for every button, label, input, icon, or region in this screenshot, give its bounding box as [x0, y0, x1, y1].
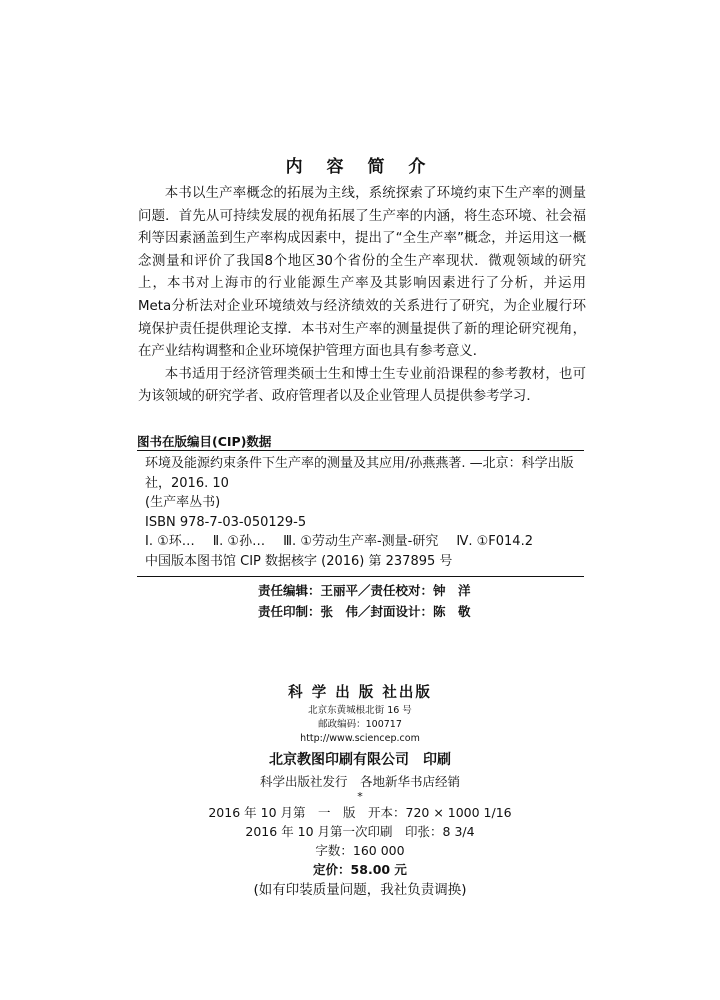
price: 定价：58.00 元 [313, 862, 407, 877]
cip-class-3: Ⅲ. ①劳动生产率-测量-研究 [283, 534, 439, 550]
publisher-name: 科 学 出 版 社出版 [288, 685, 432, 701]
intro-title: 内 容 简 介 [285, 157, 435, 177]
cip-book-line: 环境及能源约束条件下生产率的测量及其应用/孙燕燕著. —北京：科学出版社，2016. 10 [145, 456, 574, 491]
publisher-website: http://www.sciencep.com [300, 733, 420, 744]
distribution-line: 科学出版社发行 各地新华书店经销 [259, 774, 460, 789]
publisher-block [0, 682, 720, 901]
printer-name: 北京教图印刷有限公司 印刷 [269, 752, 451, 768]
intro-paragraph: 本书以生产率概念的拓展为主线，系统探索了环境约束下生产率的测量问题．首先从可持续发展的视角拓展了生产率的内涵，将生态环境、社会福利等因素涵盖到生产率构成因素中，提出了“全生产率”概念，并运用这一概念测量和评价了我国8个地区30个省份的全生产率现状．微观领域的研究上，本书对上海市的行业能源生产率及其影响因素进行了分析，并运用Meta分析法对企业环境绩效与经济绩效的关系进行了研究，为企业履行环境保护责任提供理论支撑．本书对生产率的测量提供了新的理论研究视角，在产业结构调整和企业环境保护管理方面也具有参考意义． [138, 186, 586, 360]
cip-series: (生产率丛书) [145, 495, 221, 511]
cip-class-4: Ⅳ. ①F014.2 [456, 534, 533, 550]
cip-class-1: Ⅰ. ①环… [145, 534, 195, 550]
editors-block [258, 580, 471, 622]
cip-classification [145, 532, 585, 552]
cip-top-rule [137, 450, 584, 451]
quality-note: (如有印装质量问题，我社负责调换) [253, 882, 467, 898]
cip-bottom-rule [137, 576, 584, 577]
intro-paragraph: 本书适用于经济管理类硕士生和博士生专业前沿课程的参考教材，也可为该领域的研究学者、政府管理者以及企业管理人员提供参考学习． [138, 366, 586, 405]
cip-isbn: ISBN 978-7-03-050129-5 [145, 514, 307, 530]
separator-star: * [357, 790, 363, 803]
cip-class-2: Ⅱ. ①孙… [212, 534, 266, 550]
cip-number: 中国版本图书馆 CIP 数据核字 (2016) 第 237895 号 [145, 553, 453, 569]
cip-block [145, 454, 585, 572]
editors-line: 责任编辑：王丽平／责任校对：钟 洋 [258, 583, 471, 598]
editors-line: 责任印制：张 伟／封面设计：陈 敬 [258, 604, 471, 619]
cip-title: 图书在版编目(CIP)数据 [137, 434, 272, 449]
publisher-postcode: 邮政编码：100717 [318, 719, 402, 730]
intro-body [138, 183, 586, 409]
printing-line: 2016 年 10 月第一次印刷 印张：8 3/4 [245, 824, 475, 839]
edition-line: 2016 年 10 月第 一 版 开本：720 × 1000 1/16 [208, 805, 512, 820]
publisher-address: 北京东黄城根北街 16 号 [308, 705, 412, 716]
word-count: 字数：160 000 [315, 843, 405, 858]
